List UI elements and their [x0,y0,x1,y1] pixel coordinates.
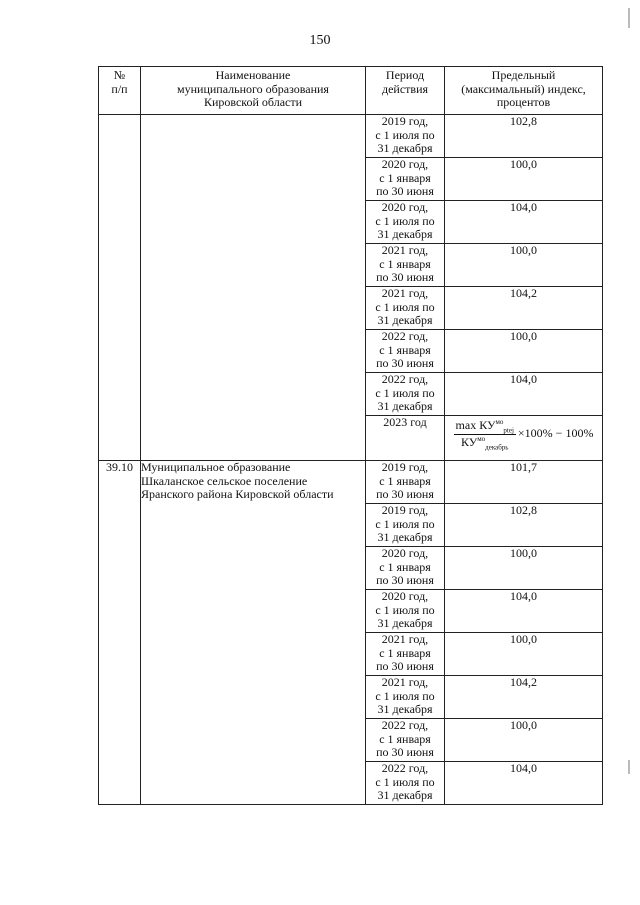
index-cell: 100,0 [445,547,603,590]
row-name-empty [141,115,366,461]
index-cell: 104,0 [445,762,603,805]
period-cell: 2022 год, с 1 января по 30 июня [366,719,445,762]
index-cell: 104,2 [445,676,603,719]
index-cell: 100,0 [445,633,603,676]
index-cell: 100,0 [445,330,603,373]
header-index: Предельный (максимальный) индекс, процентов [445,67,603,115]
index-cell: 104,0 [445,201,603,244]
period-cell: 2020 год, с 1 января по 30 июня [366,158,445,201]
index-cell: 100,0 [445,158,603,201]
period-cell: 2021 год, с 1 января по 30 июня [366,244,445,287]
period-cell: 2020 год, с 1 июля по 31 декабря [366,590,445,633]
row-num: 39.10 [99,461,141,805]
table-header-row [99,67,603,115]
table-row [99,461,603,504]
period-cell: 2023 год [366,416,445,461]
row-num-empty [99,115,141,461]
period-cell: 2021 год, с 1 июля по 31 декабря [366,676,445,719]
period-cell: 2021 год, с 1 января по 30 июня [366,633,445,676]
index-cell: 100,0 [445,719,603,762]
index-cell: 104,2 [445,287,603,330]
formula-cell [445,416,603,461]
header-period: Период действия [366,67,445,115]
index-cell: 102,8 [445,504,603,547]
index-cell: 101,7 [445,461,603,504]
index-formula: $\frac{\max КУ^{мо}_{ptej}}{КУ^{мо}_{декабрь}}$ ×100% − 100% [455,418,594,451]
header-num: № п/п [99,67,141,115]
period-cell: 2022 год, с 1 июля по 31 декабря [366,373,445,416]
tariff-index-table [98,66,603,805]
scan-edge-mark [628,760,630,774]
index-cell: 104,0 [445,373,603,416]
period-cell: 2020 год, с 1 января по 30 июня [366,547,445,590]
period-cell: 2019 год, с 1 июля по 31 декабря [366,115,445,158]
row-municipality-name: Муниципальное образование Шкаланское сельское поселение Яранского района Кировской области [141,461,366,805]
header-name: Наименование муниципального образования Кировской области [141,67,366,115]
period-cell: 2020 год, с 1 июля по 31 декабря [366,201,445,244]
period-cell: 2022 год, с 1 января по 30 июня [366,330,445,373]
period-cell: 2022 год, с 1 июля по 31 декабря [366,762,445,805]
table-row [99,115,603,158]
period-cell: 2019 год, с 1 июля по 31 декабря [366,504,445,547]
period-cell: 2021 год, с 1 июля по 31 декабря [366,287,445,330]
page-number: 150 [309,33,331,48]
index-cell: 104,0 [445,590,603,633]
index-cell: 100,0 [445,244,603,287]
index-cell: 102,8 [445,115,603,158]
scan-edge-mark [628,8,630,28]
period-cell: 2019 год, с 1 января по 30 июня [366,461,445,504]
